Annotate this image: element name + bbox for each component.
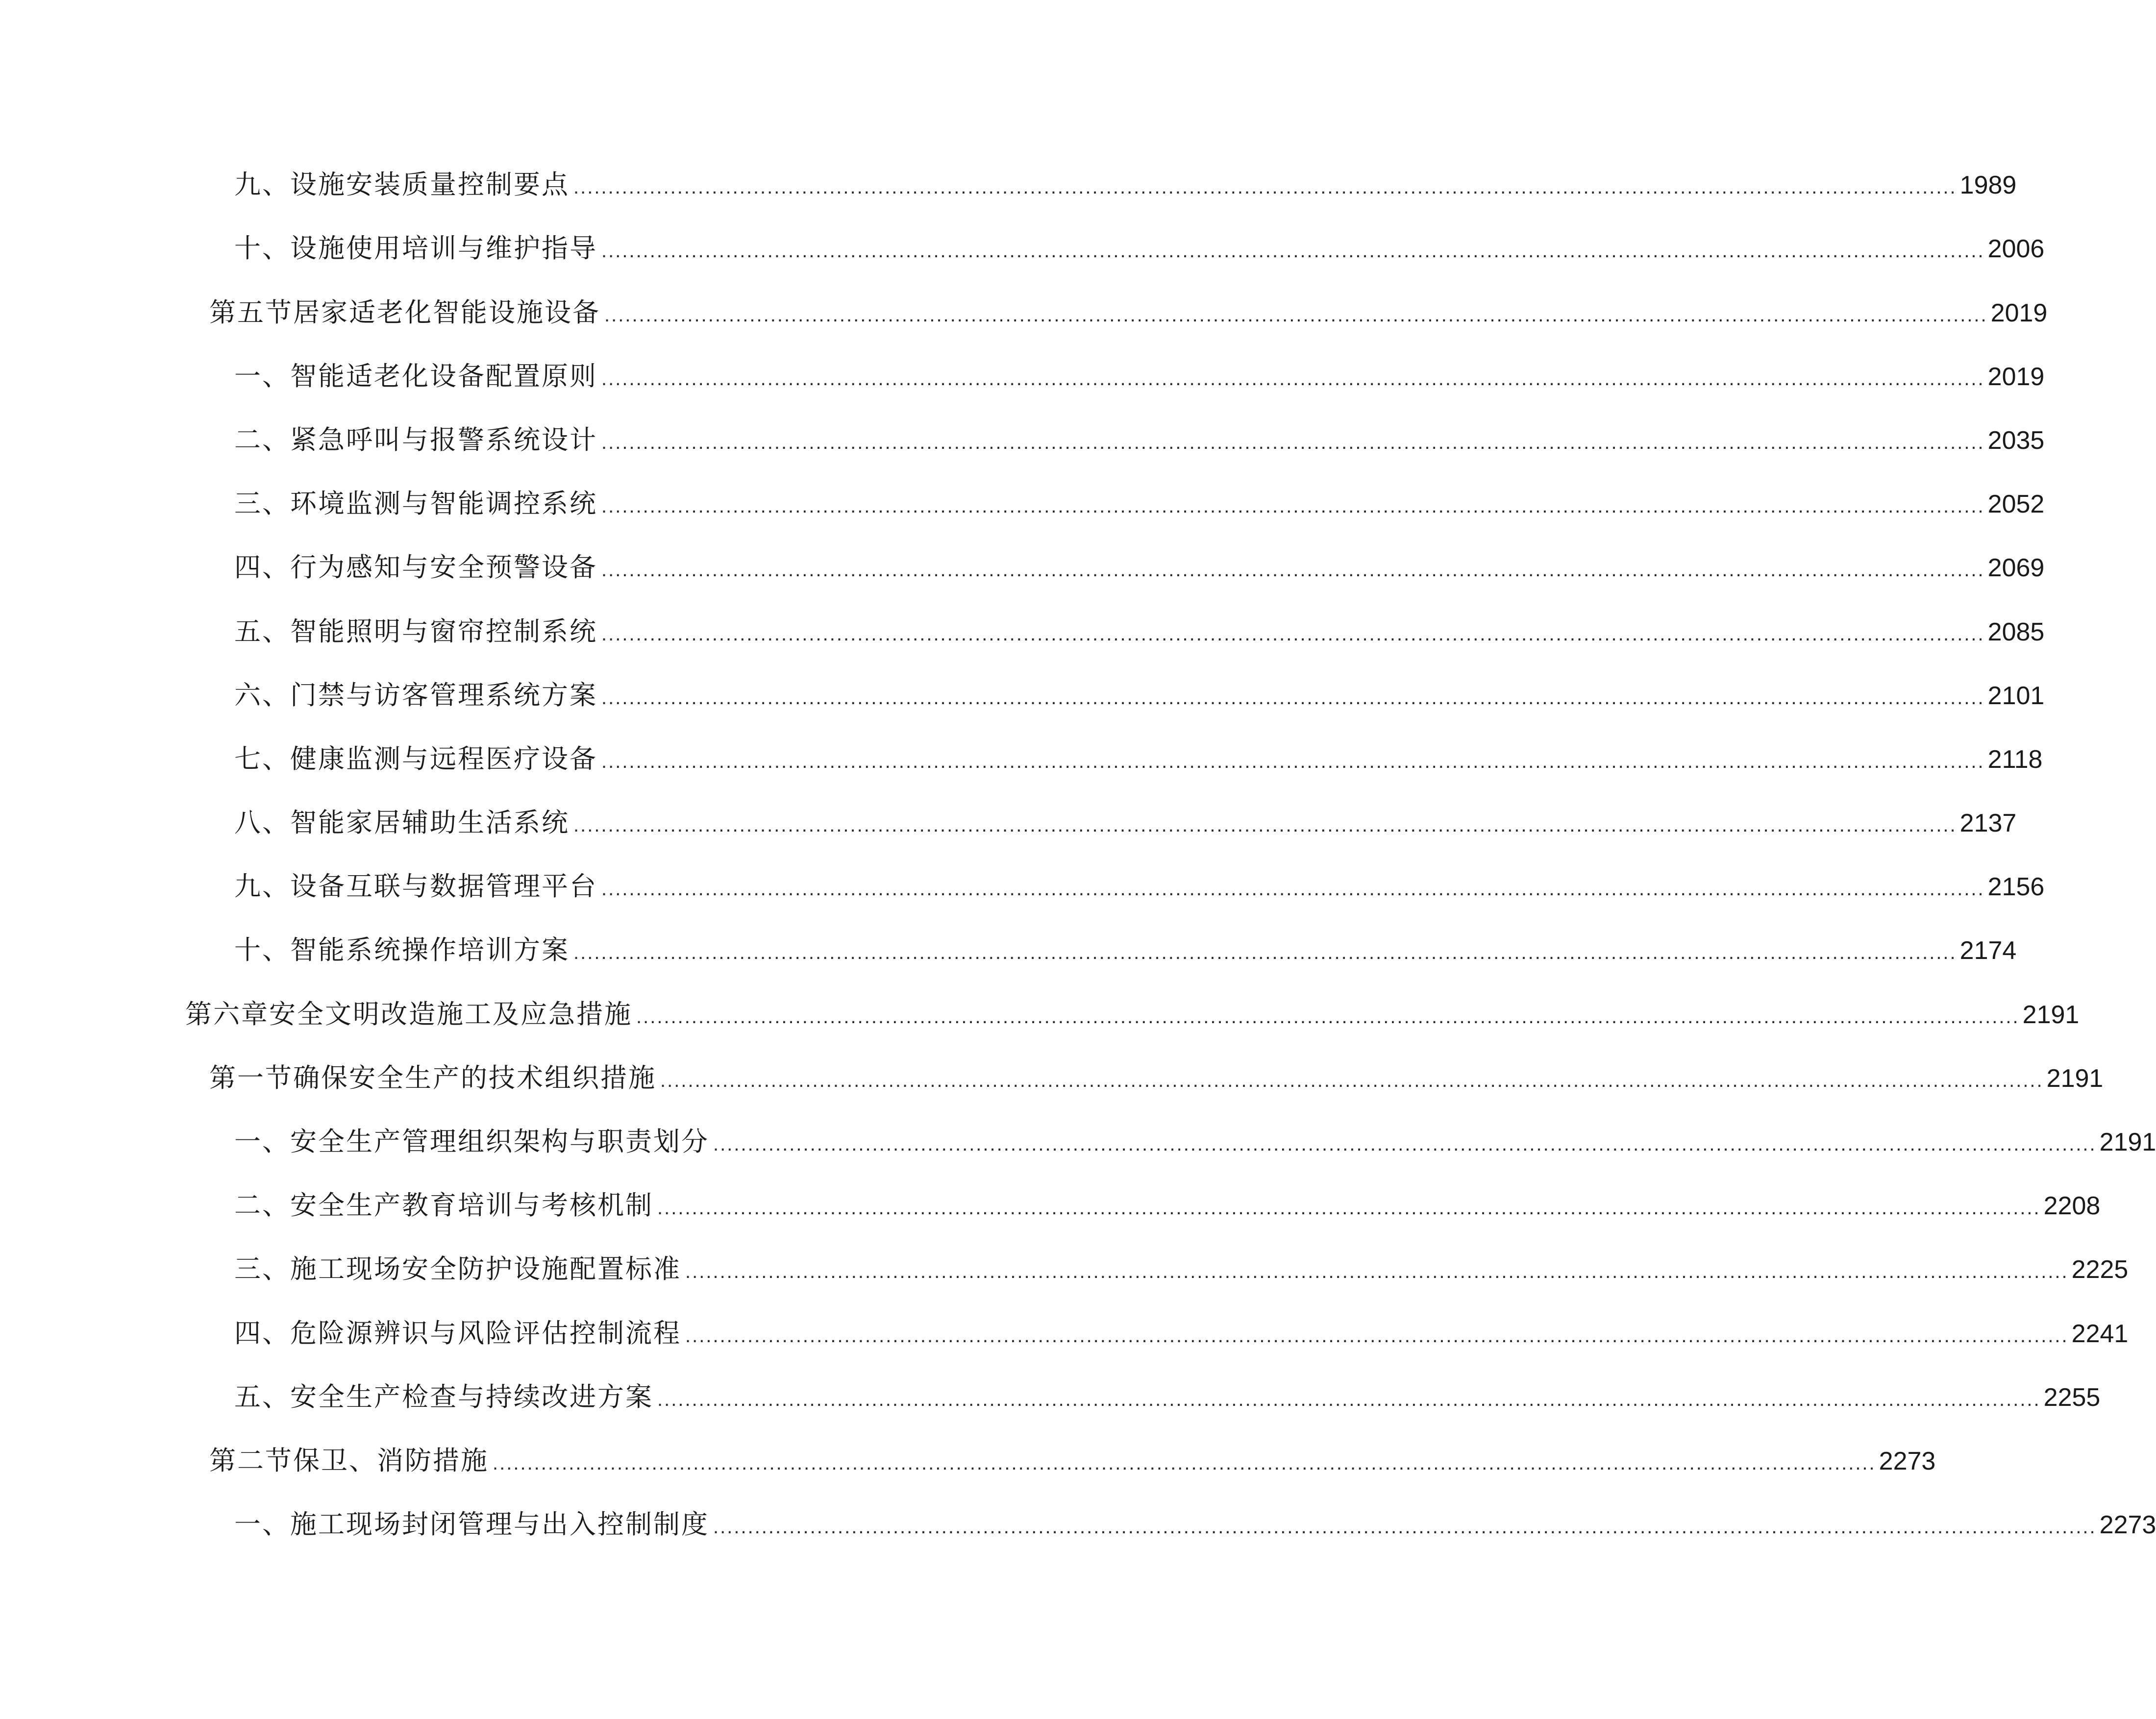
toc-entry-page: 2225 xyxy=(2071,1255,2129,1284)
toc-entry-title: 三、施工现场安全防护设施配置标准 xyxy=(234,1253,681,1285)
toc-entry-page: 1989 xyxy=(1959,171,2017,200)
toc-entry-title: 五、安全生产检查与持续改进方案 xyxy=(234,1381,653,1412)
toc-leader-dots: ........................................................................................................................................................................................................ xyxy=(493,1452,1876,1474)
toc-entry-page: 2019 xyxy=(1990,298,2048,327)
toc-leader-dots: ........................................................................................................................................................................................................ xyxy=(573,814,1957,836)
toc-entry[interactable] xyxy=(0,662,2045,725)
toc-entry[interactable] xyxy=(0,916,2017,980)
toc-entry-title: 十、设施使用培训与维护指导 xyxy=(234,233,597,264)
toc-entry-title: 五、智能照明与窗帘控制系统 xyxy=(234,615,597,647)
toc-entry[interactable] xyxy=(0,789,2017,853)
toc-entry[interactable] xyxy=(0,215,2045,278)
toc-entry-title: 三、环境监测与智能调控系统 xyxy=(234,488,597,519)
toc-entry-title: 七、健康监测与远程医疗设备 xyxy=(234,743,597,774)
toc-entry-page: 2273 xyxy=(1879,1447,1936,1475)
toc-leader-dots: ........................................................................................................................................................................................................ xyxy=(657,1388,2041,1410)
toc-leader-dots: ........................................................................................................................................................................................................ xyxy=(601,559,1985,581)
toc-entry[interactable] xyxy=(0,980,2080,1044)
toc-entry-page: 2052 xyxy=(1987,490,2045,519)
toc-entry-page: 2191 xyxy=(2046,1064,2104,1093)
toc-entry[interactable] xyxy=(0,1427,1936,1491)
toc-entry[interactable] xyxy=(0,534,2045,597)
toc-leader-dots: ........................................................................................................................................................................................................ xyxy=(573,942,1957,964)
toc-entry-page: 2006 xyxy=(1987,235,2045,264)
toc-entry-title: 六、门禁与访客管理系统方案 xyxy=(234,679,597,711)
toc-leader-dots: ........................................................................................................................................................................................................ xyxy=(685,1325,2069,1347)
toc-leader-dots: ........................................................................................................................................................................................................ xyxy=(601,687,1985,709)
toc-leader-dots: ........................................................................................................................................................................................................ xyxy=(573,176,1957,198)
toc-entry[interactable] xyxy=(0,597,2045,661)
toc-entry[interactable] xyxy=(0,1299,2129,1363)
toc-entry-page: 2273 xyxy=(2099,1511,2156,1540)
toc-leader-dots: ........................................................................................................................................................................................................ xyxy=(601,495,1985,517)
toc-entry[interactable] xyxy=(0,1491,2156,1554)
toc-entry-title: 第六章安全文明改造施工及应急措施 xyxy=(185,998,632,1030)
toc-entry-page: 2118 xyxy=(1987,745,2043,774)
toc-entry-title: 二、安全生产教育培训与考核机制 xyxy=(234,1190,653,1221)
toc-entry-title: 九、设备互联与数据管理平台 xyxy=(234,871,597,902)
toc-leader-dots: ........................................................................................................................................................................................................ xyxy=(657,1197,2041,1219)
toc-entry[interactable] xyxy=(0,406,2045,470)
toc-leader-dots: ........................................................................................................................................................................................................ xyxy=(601,878,1985,900)
toc-entry[interactable] xyxy=(0,151,2017,215)
table-of-contents xyxy=(0,151,2156,1554)
toc-entry-title: 四、行为感知与安全预警设备 xyxy=(234,552,597,583)
toc-entry-page: 2241 xyxy=(2071,1319,2129,1348)
toc-entry-title: 四、危险源辨识与风险评估控制流程 xyxy=(234,1317,681,1349)
toc-leader-dots: ........................................................................................................................................................................................................ xyxy=(601,750,1985,772)
toc-leader-dots: ........................................................................................................................................................................................................ xyxy=(604,304,1988,326)
toc-entry-page: 2069 xyxy=(1987,554,2045,583)
toc-leader-dots: ........................................................................................................................................................................................................ xyxy=(601,240,1985,262)
toc-entry-page: 2137 xyxy=(1959,809,2017,838)
toc-entry[interactable] xyxy=(0,1108,2156,1172)
toc-entry[interactable] xyxy=(0,1044,2104,1108)
toc-entry[interactable] xyxy=(0,853,2045,916)
toc-entry-page: 2208 xyxy=(2043,1192,2101,1221)
toc-leader-dots: ........................................................................................................................................................................................................ xyxy=(636,1006,2020,1028)
toc-entry-title: 一、安全生产管理组织架构与职责划分 xyxy=(234,1126,709,1157)
toc-leader-dots: ........................................................................................................................................................................................................ xyxy=(713,1516,2097,1538)
toc-entry-title: 第一节确保安全生产的技术组织措施 xyxy=(209,1062,656,1093)
toc-entry-title: 第五节居家适老化智能设施设备 xyxy=(209,296,600,328)
toc-entry[interactable] xyxy=(0,343,2045,406)
toc-entry-title: 一、施工现场封闭管理与出入控制制度 xyxy=(234,1509,709,1540)
toc-entry-page: 2035 xyxy=(1987,426,2045,455)
toc-entry-page: 2101 xyxy=(1987,681,2045,710)
toc-entry-title: 一、智能适老化设备配置原则 xyxy=(234,360,597,392)
toc-entry[interactable] xyxy=(0,278,2048,342)
toc-entry-title: 第二节保卫、消防措施 xyxy=(209,1445,489,1476)
toc-entry-title: 九、设施安装质量控制要点 xyxy=(234,169,570,200)
toc-leader-dots: ........................................................................................................................................................................................................ xyxy=(601,368,1985,390)
toc-leader-dots: ........................................................................................................................................................................................................ xyxy=(660,1069,2044,1091)
toc-entry-title: 十、智能系统操作培训方案 xyxy=(234,934,570,966)
toc-entry[interactable] xyxy=(0,1235,2129,1299)
toc-entry[interactable] xyxy=(0,470,2045,534)
toc-entry[interactable] xyxy=(0,1172,2101,1235)
toc-leader-dots: ........................................................................................................................................................................................................ xyxy=(713,1133,2097,1155)
toc-entry-page: 2255 xyxy=(2043,1383,2101,1412)
toc-entry[interactable] xyxy=(0,1363,2101,1427)
toc-entry-page: 2174 xyxy=(1959,936,2017,965)
toc-leader-dots: ........................................................................................................................................................................................................ xyxy=(601,623,1985,645)
toc-entry-page: 2156 xyxy=(1987,873,2045,902)
toc-entry-title: 二、紧急呼叫与报警系统设计 xyxy=(234,424,597,455)
toc-leader-dots: ........................................................................................................................................................................................................ xyxy=(601,431,1985,453)
toc-entry-page: 2191 xyxy=(2022,1000,2080,1029)
toc-entry-page: 2019 xyxy=(1987,362,2045,391)
toc-entry[interactable] xyxy=(0,725,2043,789)
toc-entry-page: 2191 xyxy=(2099,1128,2156,1156)
toc-entry-page: 2085 xyxy=(1987,617,2045,646)
toc-leader-dots: ........................................................................................................................................................................................................ xyxy=(685,1261,2069,1283)
toc-entry-title: 八、智能家居辅助生活系统 xyxy=(234,807,570,838)
